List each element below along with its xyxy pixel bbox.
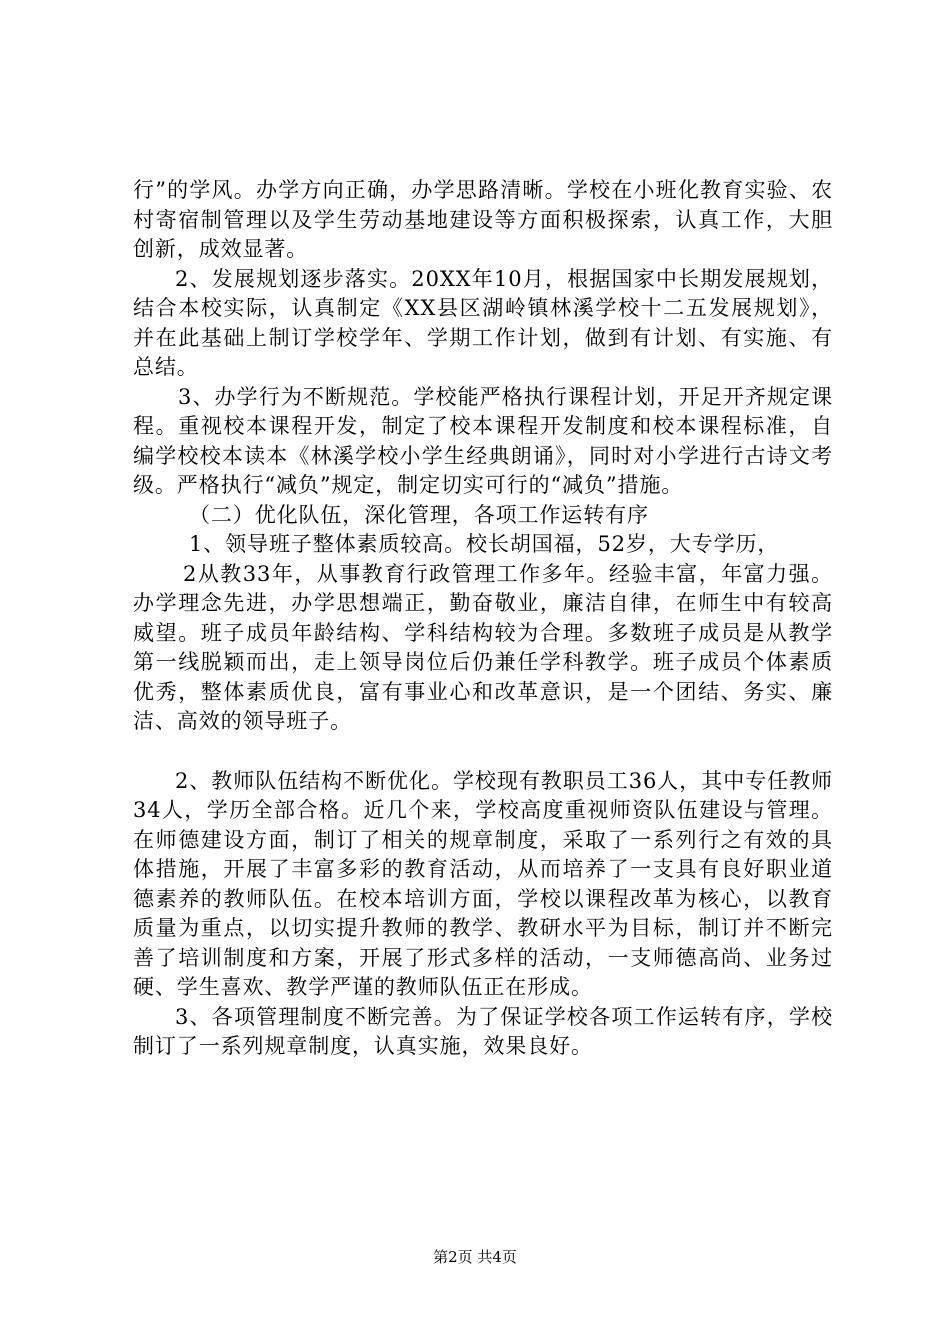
document-body xyxy=(133,176,833,1062)
paragraph-development-plan: 2、发展规划逐步落实。20XX年10月，根据国家中长期发展规划，结合本校实际，认真制定《XX县区湖岭镇林溪学校十二五发展规划》，并在此基础上制订学校学年、学期工作计划，做到有计划、有实施、有总结。 xyxy=(133,266,833,379)
paragraph-continuation: 行”的学风。办学方向正确，办学思路清晰。学校在小班化教育实验、农村寄宿制管理以及学生劳动基地建设等方面积极探索，认真工作，大胆创新，成效显著。 xyxy=(133,178,833,261)
paragraph-management-system: 3、各项管理制度不断完善。为了保证学校各项工作运转有序，学校制订了一系列规章制度，认真实施，效果良好。 xyxy=(133,1004,833,1058)
page-footer: 第2页 共4页 xyxy=(433,1248,517,1266)
paragraph-leadership-continued: 2从教33年，从事教育行政管理工作多年。经验丰富，年富力强。办学理念先进，办学思想端正，勤奋敬业，廉洁自律，在师生中有较高威望。班子成员年龄结构、学科结构较为合理。多数班子成员是从教学第一线脱颖而出，走上领导岗位后仍兼任学科教学。班子成员个体素质优秀，整体素质优良，富有事业心和改革意识，是一个团结、务实、廉洁、高效的领导班子。 xyxy=(133,561,833,733)
section-heading: （二）优化队伍，深化管理，各项工作运转有序 xyxy=(189,502,649,527)
paragraph-gap xyxy=(133,737,833,767)
paragraph-school-conduct: 3、办学行为不断规范。学校能严格执行课程计划，开足开齐规定课程。重视校本课程开发，制定了校本课程开发制度和校本课程标准，自编学校校本读本《林溪学校小学生经典朗诵》，同时对小学进行古诗文考级。严格执行“减负”规定，制定切实可行的“减负”措施。 xyxy=(133,384,833,497)
paragraph-teacher-team: 2、教师队伍结构不断优化。学校现有教职员工36人，其中专任教师34人，学历全部合格。近几个来，学校高度重视师资队伍建设与管理。在师德建设方面，制订了相关的规章制度，采取了一系列行之有效的具体措施，开展了丰富多彩的教育活动，从而培养了一支具有良好职业道德素养的教师队伍。在校本培训方面，学校以课程改革为核心，以教育质量为重点，以切实提升教师的教学、教研水平为目标，制订并不断完善了培训制度和方案，开展了形式多样的活动，一支师德高尚、业务过硬、学生喜欢、教学严谨的教师队伍正在形成。 xyxy=(133,768,833,999)
paragraph-leadership: 1、领导班子整体素质较高。校长胡国福，52岁，大专学历， xyxy=(189,532,780,556)
